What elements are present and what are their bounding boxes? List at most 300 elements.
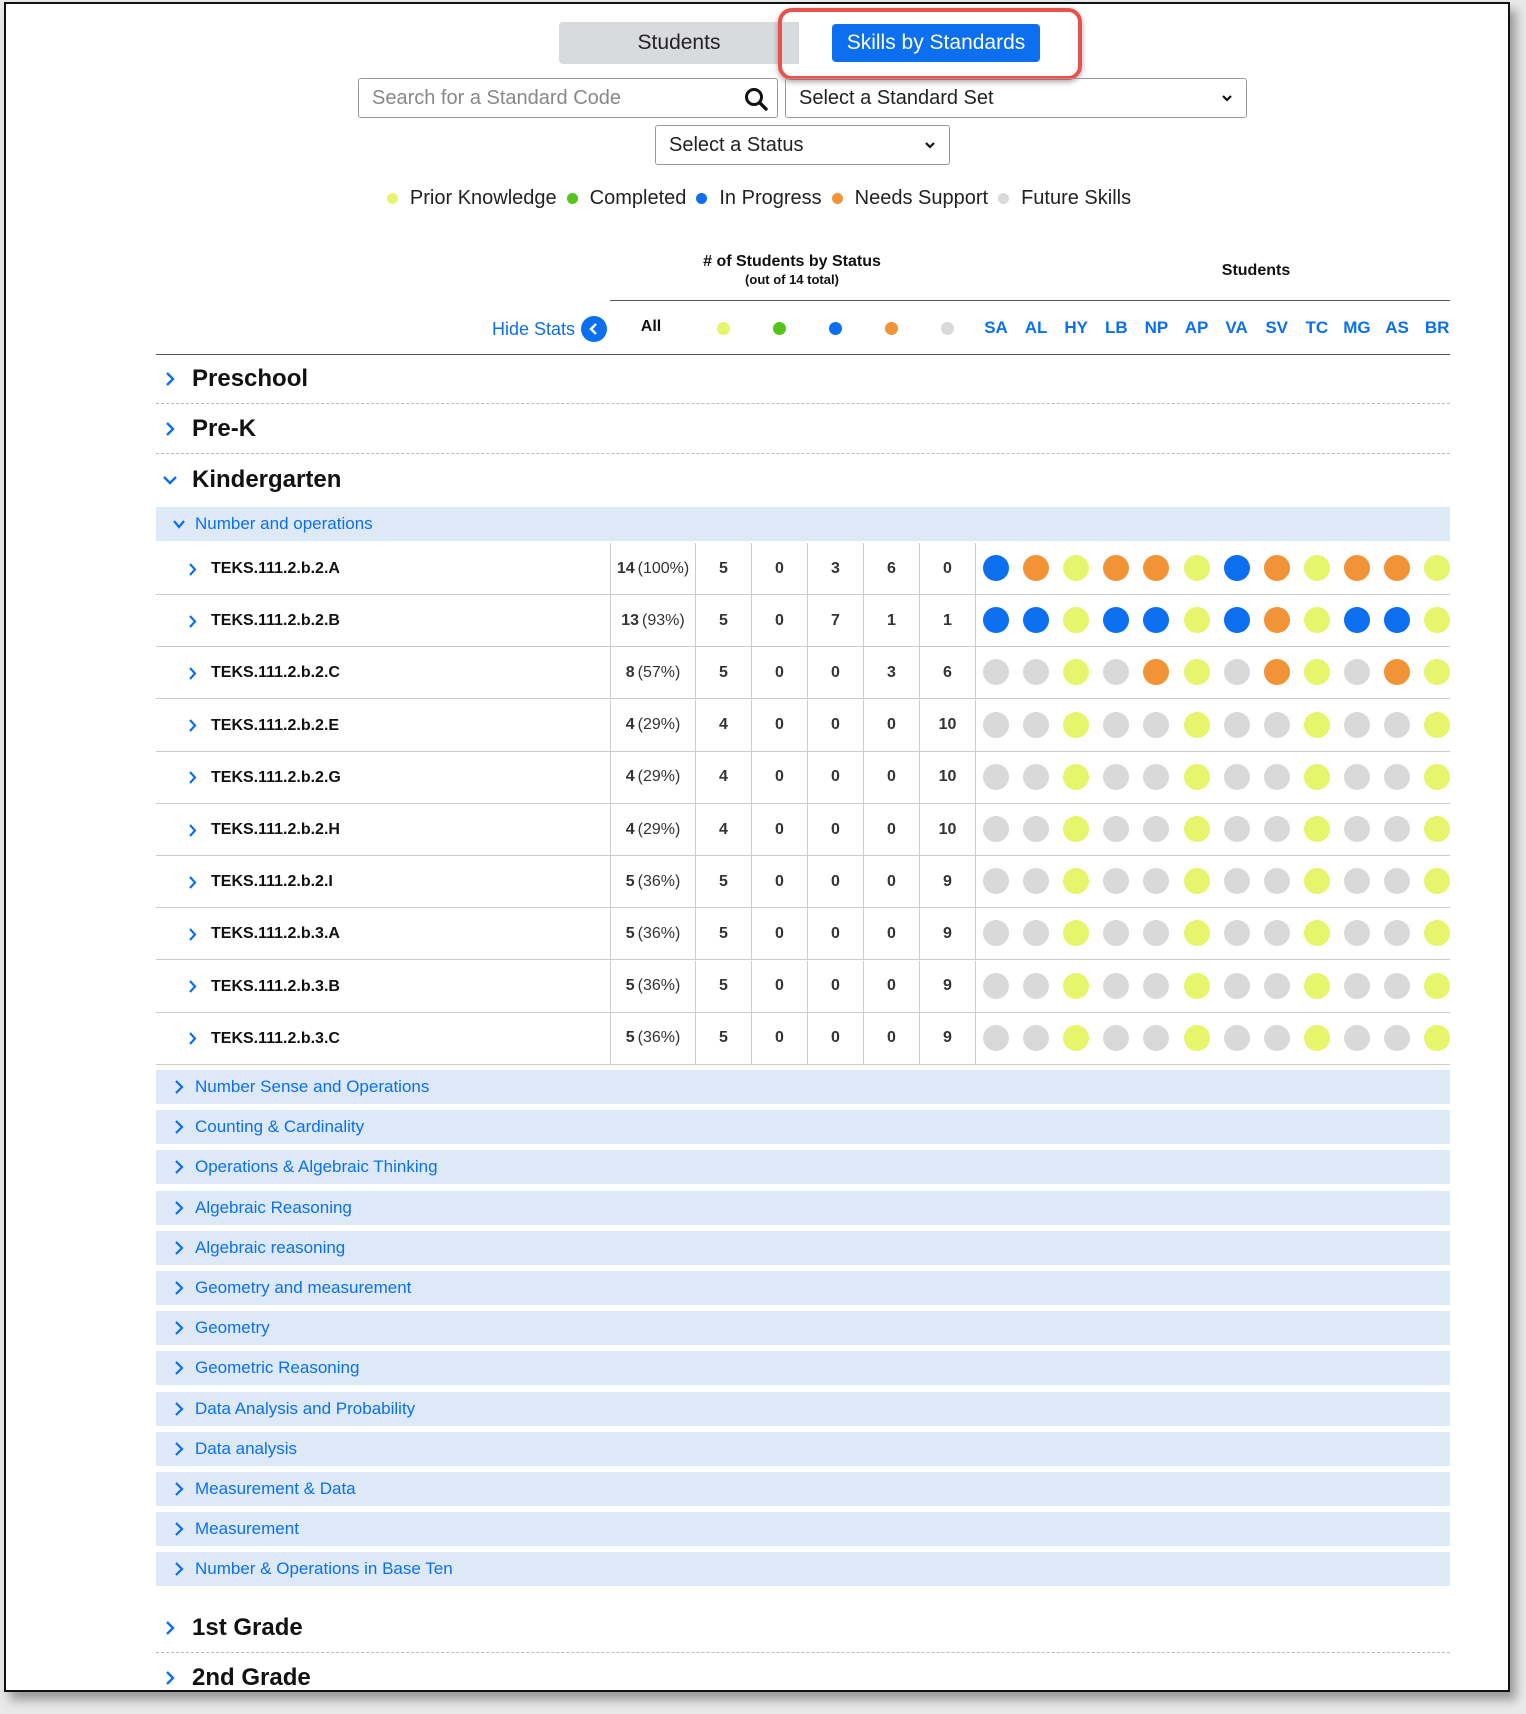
count-prior: 4 (695, 804, 751, 855)
student-dots-divider (975, 700, 976, 751)
count-all (610, 595, 695, 646)
count-prior: 5 (695, 647, 751, 698)
student-status-dot-as[interactable] (1384, 659, 1410, 685)
count-all-percent: (29%) (637, 768, 681, 786)
count-prior: 4 (695, 752, 751, 803)
grade-label: Preschool (192, 365, 309, 392)
standard-set-value: Select a Standard Set (799, 86, 994, 109)
student-status-dot-hy[interactable] (1063, 764, 1089, 790)
student-status-dot-mg[interactable] (1344, 607, 1370, 633)
standard-row[interactable] (156, 961, 1450, 1013)
student-status-dot-as[interactable] (1384, 816, 1410, 842)
domain-row[interactable] (156, 1311, 1450, 1345)
count-in_progress: 7 (807, 595, 863, 646)
app-frame (4, 2, 1510, 1692)
student-status-dot-ap[interactable] (1184, 816, 1210, 842)
student-initials-np[interactable]: NP (1144, 318, 1169, 337)
student-status-dot-as[interactable] (1384, 1025, 1410, 1051)
chevron-right-icon (172, 1080, 186, 1094)
chevron-right-icon (186, 876, 199, 889)
student-status-dot-as[interactable] (1384, 973, 1410, 999)
header-divider (610, 300, 1450, 301)
count-all (610, 543, 695, 594)
student-status-dot-as[interactable] (1384, 712, 1410, 738)
student-status-dot-sv[interactable] (1264, 764, 1290, 790)
tab-students[interactable]: Students (559, 22, 799, 64)
student-status-dot-mg[interactable] (1344, 816, 1370, 842)
standard-code-label: TEKS.111.2.b.3.C (211, 1029, 340, 1047)
student-status-dot-tc[interactable] (1304, 712, 1330, 738)
legend-item-prior (387, 187, 557, 210)
student-status-dot-hy[interactable] (1063, 659, 1089, 685)
legend-dot (387, 193, 398, 204)
chevron-down-icon (172, 517, 186, 531)
count-all-value: 4 (625, 820, 635, 838)
count-prior: 5 (695, 856, 751, 907)
column-all[interactable]: All (640, 318, 662, 335)
grade-row-second[interactable] (156, 1654, 1450, 1692)
domain-row-open[interactable] (156, 507, 1450, 541)
student-status-dot-sv[interactable] (1264, 659, 1290, 685)
count-completed: 0 (751, 595, 807, 646)
student-status-dot-sv[interactable] (1264, 555, 1290, 581)
student-status-dot-np[interactable] (1143, 555, 1169, 581)
student-status-dot-va[interactable] (1224, 555, 1250, 581)
domain-label: Number and operations (195, 514, 373, 533)
standard-row[interactable] (156, 804, 1450, 856)
student-status-dot-np[interactable] (1143, 764, 1169, 790)
standard-code-label: TEKS.111.2.b.2.H (211, 821, 340, 838)
hide-stats-button[interactable] (492, 316, 607, 342)
domain-row[interactable] (156, 1070, 1450, 1104)
student-status-dot-al[interactable] (1023, 607, 1049, 633)
student-status-dot-mg[interactable] (1344, 712, 1370, 738)
legend-dot (832, 193, 843, 204)
legend-item-future (998, 187, 1131, 210)
student-status-dot-mg[interactable] (1344, 920, 1370, 946)
student-status-dot-hy[interactable] (1063, 607, 1089, 633)
standard-code[interactable] (186, 543, 340, 595)
standard-code[interactable] (186, 752, 341, 804)
standard-row[interactable] (156, 1013, 1450, 1065)
student-status-dot-sa[interactable] (983, 607, 1009, 633)
chevron-right-icon (172, 1160, 186, 1174)
domain-label: Counting & Cardinality (195, 1117, 365, 1137)
student-status-dot-as[interactable] (1384, 555, 1410, 581)
student-status-dot-va[interactable] (1224, 816, 1250, 842)
student-status-dot-al[interactable] (1023, 712, 1049, 738)
domain-row[interactable] (156, 1150, 1450, 1184)
count-in_progress: 0 (807, 961, 863, 1012)
student-status-dot-sa[interactable] (983, 868, 1009, 894)
student-status-dot-sa[interactable] (983, 712, 1009, 738)
chevron-right-icon (172, 1482, 186, 1496)
student-status-dot-ap[interactable] (1184, 868, 1210, 894)
student-status-dot-va[interactable] (1224, 659, 1250, 685)
standard-code[interactable] (186, 804, 340, 856)
standard-code[interactable] (186, 647, 340, 699)
student-status-dot-hy[interactable] (1063, 1025, 1089, 1051)
student-status-dot-br[interactable] (1424, 607, 1450, 633)
student-status-dot-br[interactable] (1424, 868, 1450, 894)
student-initials-sa[interactable]: SA (984, 318, 1008, 337)
chevron-right-icon (186, 563, 199, 576)
student-status-dot-lb[interactable] (1103, 973, 1129, 999)
student-status-dot-lb[interactable] (1103, 607, 1129, 633)
chevron-right-icon (186, 667, 199, 680)
count-all-value: 5 (625, 924, 635, 942)
domain-row[interactable] (156, 1472, 1450, 1506)
student-status-dot-lb[interactable] (1103, 712, 1129, 738)
student-status-dot-va[interactable] (1224, 1025, 1250, 1051)
student-status-dot-lb[interactable] (1103, 816, 1129, 842)
grade-label: 2nd Grade (192, 1664, 311, 1691)
domain-label: Measurement & Data (195, 1479, 356, 1498)
domain-label: Measurement (195, 1519, 299, 1539)
count-needs_support: 0 (863, 856, 919, 907)
count-needs_support: 0 (863, 752, 919, 803)
standard-row[interactable] (156, 752, 1450, 804)
student-status-dot-mg[interactable] (1344, 659, 1370, 685)
domain-row[interactable] (156, 1512, 1450, 1546)
domain-label: Number Sense and Operations (195, 1077, 430, 1096)
student-status-dot-br[interactable] (1424, 816, 1450, 842)
student-status-dot-sa[interactable] (983, 555, 1009, 581)
student-status-dot-al[interactable] (1023, 764, 1049, 790)
grade-row-kindergarten[interactable] (156, 455, 1450, 504)
student-status-dot-sa[interactable] (983, 920, 1009, 946)
column-dot-future[interactable] (941, 322, 954, 335)
student-status-dot-al[interactable] (1023, 868, 1049, 894)
count-needs_support: 3 (863, 647, 919, 698)
count-completed: 0 (751, 543, 807, 594)
chevron-right-icon (172, 1361, 186, 1375)
count-all-percent: (29%) (637, 820, 681, 838)
student-status-dot-al[interactable] (1023, 973, 1049, 999)
student-status-dot-tc[interactable] (1304, 1025, 1330, 1051)
domain-label: Geometry and measurement (195, 1278, 412, 1297)
standard-code[interactable] (186, 908, 340, 960)
status-count-subtitle: (out of 14 total) (745, 272, 839, 287)
count-future: 6 (919, 647, 975, 698)
student-status-dot-np[interactable] (1143, 868, 1169, 894)
standard-row[interactable] (156, 595, 1450, 647)
standard-row[interactable] (156, 700, 1450, 752)
student-status-dot-tc[interactable] (1304, 816, 1330, 842)
student-status-dot-mg[interactable] (1344, 868, 1370, 894)
chevron-down-icon (162, 472, 178, 488)
count-future: 10 (919, 700, 975, 751)
student-status-dot-sa[interactable] (983, 816, 1009, 842)
student-status-dot-va[interactable] (1224, 607, 1250, 633)
student-status-dot-hy[interactable] (1063, 868, 1089, 894)
count-all-percent: (29%) (637, 716, 681, 734)
count-future: 1 (919, 595, 975, 646)
domain-row[interactable] (156, 1110, 1450, 1144)
student-initials-hy[interactable]: HY (1064, 318, 1088, 337)
count-in_progress: 0 (807, 752, 863, 803)
hide-stats-label: Hide Stats (492, 318, 576, 339)
student-status-dot-hy[interactable] (1063, 555, 1089, 581)
domain-row[interactable] (156, 1552, 1450, 1586)
legend-label: Completed (589, 187, 687, 209)
student-status-dot-al[interactable] (1023, 1025, 1049, 1051)
chevron-down-icon (1220, 91, 1234, 105)
student-status-dot-al[interactable] (1023, 816, 1049, 842)
student-status-dot-br[interactable] (1424, 659, 1450, 685)
student-status-dot-ap[interactable] (1184, 973, 1210, 999)
student-dots-divider (975, 543, 976, 594)
count-future: 9 (919, 856, 975, 907)
chevron-right-icon (172, 1201, 186, 1215)
student-dots-divider (975, 595, 976, 646)
count-prior: 5 (695, 961, 751, 1012)
student-status-dot-al[interactable] (1023, 659, 1049, 685)
student-status-dot-sa[interactable] (983, 659, 1009, 685)
column-dot-in_progress[interactable] (829, 322, 842, 335)
standard-code[interactable] (186, 961, 340, 1013)
domain-row[interactable] (156, 1392, 1450, 1426)
student-initials-sv[interactable]: SV (1265, 318, 1289, 337)
student-status-dot-br[interactable] (1424, 973, 1450, 999)
status-value: Select a Status (669, 133, 804, 156)
student-status-dot-hy[interactable] (1063, 712, 1089, 738)
student-status-dot-sv[interactable] (1264, 973, 1290, 999)
count-future: 9 (919, 961, 975, 1012)
chevron-right-icon (172, 1241, 186, 1255)
student-status-dot-ap[interactable] (1184, 712, 1210, 738)
legend-dot (567, 193, 578, 204)
status-select[interactable] (655, 125, 950, 165)
chevron-right-icon (186, 1032, 199, 1045)
student-status-dot-al[interactable] (1023, 920, 1049, 946)
standard-code[interactable] (186, 856, 333, 908)
student-status-dot-np[interactable] (1143, 816, 1169, 842)
student-status-dot-sv[interactable] (1264, 1025, 1290, 1051)
count-all-value: 5 (625, 977, 635, 995)
student-status-dot-mg[interactable] (1344, 1025, 1370, 1051)
count-needs_support: 6 (863, 543, 919, 594)
student-status-dot-tc[interactable] (1304, 764, 1330, 790)
student-status-dot-lb[interactable] (1103, 764, 1129, 790)
student-initials-as[interactable]: AS (1385, 318, 1409, 337)
status-count-header (610, 253, 974, 287)
student-status-dot-tc[interactable] (1304, 920, 1330, 946)
student-status-dot-tc[interactable] (1304, 973, 1330, 999)
count-completed: 0 (751, 1013, 807, 1064)
student-status-dot-ap[interactable] (1184, 1025, 1210, 1051)
student-status-dot-mg[interactable] (1344, 764, 1370, 790)
domain-row[interactable] (156, 1231, 1450, 1265)
student-status-dot-lb[interactable] (1103, 1025, 1129, 1051)
standard-set-select[interactable] (785, 78, 1247, 118)
search-input[interactable] (359, 87, 729, 110)
student-status-dot-br[interactable] (1424, 555, 1450, 581)
student-status-dot-as[interactable] (1384, 607, 1410, 633)
legend-label: Prior Knowledge (409, 187, 557, 209)
legend-item-in_progress (696, 187, 821, 210)
search-icon[interactable] (743, 86, 769, 112)
student-initials-br[interactable]: BR (1424, 318, 1450, 337)
student-status-dot-lb[interactable] (1103, 555, 1129, 581)
chevron-right-icon (186, 615, 199, 628)
student-status-dot-sv[interactable] (1264, 712, 1290, 738)
count-prior: 5 (695, 595, 751, 646)
student-status-dot-as[interactable] (1384, 764, 1410, 790)
student-status-dot-tc[interactable] (1304, 868, 1330, 894)
chevron-right-icon (172, 1522, 186, 1536)
student-status-dot-ap[interactable] (1184, 555, 1210, 581)
student-status-dot-lb[interactable] (1103, 920, 1129, 946)
student-status-dot-va[interactable] (1224, 764, 1250, 790)
student-status-dot-va[interactable] (1224, 712, 1250, 738)
student-status-dot-ap[interactable] (1184, 607, 1210, 633)
count-all (610, 700, 695, 751)
student-status-dot-va[interactable] (1224, 973, 1250, 999)
count-needs_support: 0 (863, 961, 919, 1012)
tab-skills-by-standards[interactable]: Skills by Standards (832, 24, 1040, 62)
chevron-right-icon (172, 1120, 186, 1134)
standard-code-label: TEKS.111.2.b.3.A (211, 925, 340, 943)
standard-code-label: TEKS.111.2.b.2.E (211, 716, 340, 734)
student-initials-mg[interactable]: MG (1343, 318, 1371, 337)
view-toggle (559, 22, 1036, 64)
student-status-dot-sv[interactable] (1264, 920, 1290, 946)
student-status-dot-va[interactable] (1224, 868, 1250, 894)
count-all-percent: (36%) (637, 1029, 681, 1047)
student-status-dot-sa[interactable] (983, 973, 1009, 999)
student-status-dot-as[interactable] (1384, 920, 1410, 946)
legend-dot (696, 193, 707, 204)
student-dots-divider (975, 856, 976, 907)
student-status-dot-ap[interactable] (1184, 764, 1210, 790)
count-all-value: 5 (625, 872, 635, 890)
student-status-dot-va[interactable] (1224, 920, 1250, 946)
student-status-dot-np[interactable] (1143, 659, 1169, 685)
standard-row[interactable] (156, 856, 1450, 908)
student-status-dot-lb[interactable] (1103, 868, 1129, 894)
domain-row[interactable] (156, 1351, 1450, 1385)
students-header: Students (1221, 262, 1291, 279)
count-all-percent: (57%) (637, 663, 681, 681)
count-in_progress: 0 (807, 856, 863, 907)
chevron-right-icon (186, 824, 199, 837)
student-status-dot-ap[interactable] (1184, 659, 1210, 685)
count-future: 9 (919, 908, 975, 959)
standard-code-label: TEKS.111.2.b.2.G (211, 768, 341, 786)
student-initials-lb[interactable]: LB (1104, 318, 1128, 337)
student-status-dot-sa[interactable] (983, 1025, 1009, 1051)
standard-code[interactable] (186, 595, 340, 647)
student-status-dot-ap[interactable] (1184, 920, 1210, 946)
count-future: 9 (919, 1013, 975, 1064)
grade-row-prek[interactable] (156, 405, 1450, 454)
count-needs_support: 0 (863, 1013, 919, 1064)
student-status-dot-sa[interactable] (983, 764, 1009, 790)
student-status-dot-br[interactable] (1424, 920, 1450, 946)
tab-skills-wrapper (799, 22, 1036, 64)
count-prior: 4 (695, 700, 751, 751)
student-status-dot-tc[interactable] (1304, 659, 1330, 685)
student-status-dot-np[interactable] (1143, 1025, 1169, 1051)
standard-code-label: TEKS.111.2.b.2.A (211, 560, 340, 577)
chevron-right-icon (162, 371, 178, 387)
standard-code[interactable] (186, 700, 339, 752)
student-status-dot-np[interactable] (1143, 712, 1169, 738)
student-initials-va[interactable]: VA (1225, 318, 1248, 337)
count-future: 10 (919, 752, 975, 803)
count-in_progress: 0 (807, 804, 863, 855)
student-status-dot-sv[interactable] (1264, 607, 1290, 633)
student-status-dot-hy[interactable] (1063, 973, 1089, 999)
grade-row-preschool[interactable] (156, 355, 1450, 404)
student-status-dot-tc[interactable] (1304, 555, 1330, 581)
column-dot-prior[interactable] (717, 322, 730, 335)
domain-row[interactable] (156, 1432, 1450, 1466)
standard-row[interactable] (156, 543, 1450, 595)
grade-row-first[interactable] (156, 1604, 1450, 1653)
student-status-dot-sv[interactable] (1264, 816, 1290, 842)
student-status-dot-np[interactable] (1143, 920, 1169, 946)
student-status-dot-hy[interactable] (1063, 816, 1089, 842)
count-all (610, 961, 695, 1012)
column-dot-completed[interactable] (773, 322, 786, 335)
count-all-value: 4 (625, 716, 635, 734)
student-status-dot-np[interactable] (1143, 973, 1169, 999)
student-initials-tc[interactable]: TC (1305, 318, 1329, 337)
student-status-dot-br[interactable] (1424, 764, 1450, 790)
standard-code-label: TEKS.111.2.b.2.B (211, 612, 340, 630)
legend-dot (998, 193, 1009, 204)
count-all-percent: (36%) (637, 924, 681, 942)
count-completed: 0 (751, 804, 807, 855)
student-status-dot-np[interactable] (1143, 607, 1169, 633)
count-all (610, 1013, 695, 1064)
student-status-dot-mg[interactable] (1344, 555, 1370, 581)
domain-row[interactable] (156, 1271, 1450, 1305)
student-status-dot-mg[interactable] (1344, 973, 1370, 999)
count-all (610, 856, 695, 907)
student-status-dot-br[interactable] (1424, 1025, 1450, 1051)
domain-label: Data analysis (195, 1438, 298, 1458)
student-initials-ap[interactable]: AP (1184, 318, 1209, 337)
standard-code-label: TEKS.111.2.b.3.B (211, 977, 340, 995)
grade-label: Kindergarten (192, 465, 342, 493)
student-status-dot-al[interactable] (1023, 555, 1049, 581)
student-dots-divider (975, 752, 976, 803)
count-all (610, 908, 695, 959)
student-status-dot-tc[interactable] (1304, 607, 1330, 633)
column-dot-needs_support[interactable] (885, 322, 898, 335)
count-all-percent: (100%) (637, 559, 690, 577)
student-status-dot-as[interactable] (1384, 868, 1410, 894)
standard-code-label: TEKS.111.2.b.2.I (211, 873, 333, 891)
domain-row[interactable] (156, 1191, 1450, 1225)
legend-label: Needs Support (854, 187, 989, 209)
legend-item-needs_support (832, 187, 988, 210)
student-status-dot-sv[interactable] (1264, 868, 1290, 894)
student-initials-al[interactable]: AL (1024, 318, 1048, 337)
standard-row[interactable] (156, 647, 1450, 699)
student-status-dot-lb[interactable] (1103, 659, 1129, 685)
legend-label: Future Skills (1021, 187, 1132, 209)
standard-code[interactable] (186, 1013, 340, 1065)
student-status-dot-br[interactable] (1424, 712, 1450, 738)
standard-row[interactable] (156, 908, 1450, 960)
count-in_progress: 0 (807, 647, 863, 698)
count-all-value: 4 (625, 768, 635, 786)
student-status-dot-hy[interactable] (1063, 920, 1089, 946)
